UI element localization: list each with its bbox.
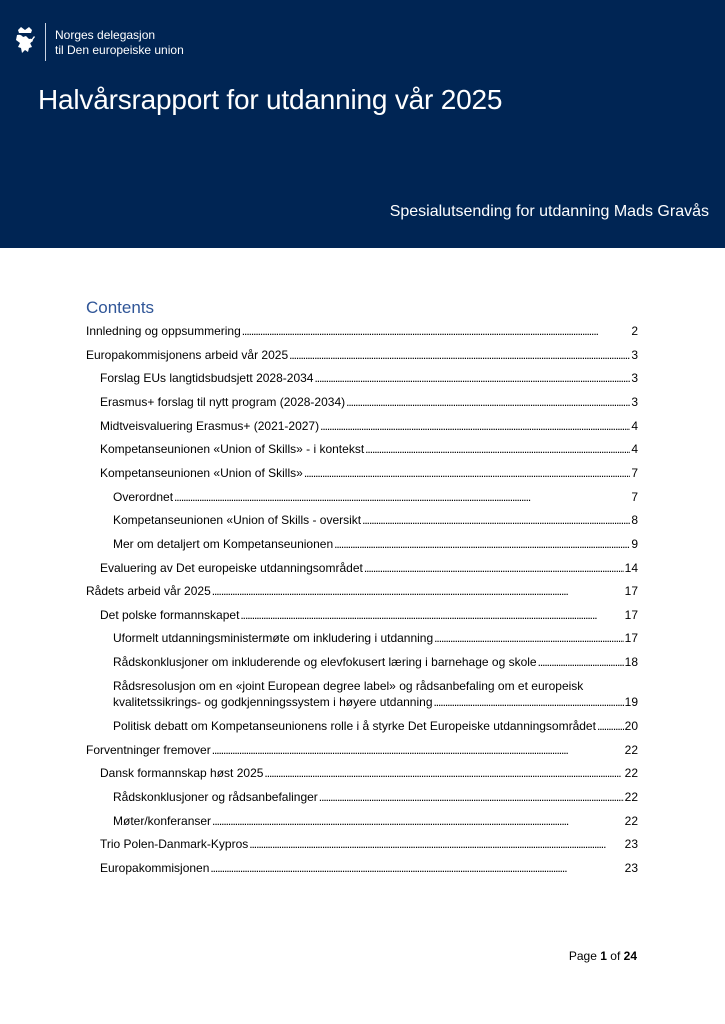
toc-entry-text: Rådskonklusjoner og rådsanbefalinger — [113, 789, 318, 804]
toc-leader-dots — [210, 860, 623, 876]
toc-leader-dots — [434, 630, 623, 646]
toc-entry[interactable] — [113, 678, 638, 710]
toc-entry-text: Rådets arbeid vår 2025 — [86, 584, 211, 599]
toc-leader-dots — [364, 560, 624, 576]
toc-entry-page: 17 — [624, 607, 638, 622]
toc-leader-dots — [334, 536, 630, 552]
page-current: 1 — [600, 949, 607, 963]
toc-heading: Contents — [86, 298, 155, 317]
toc-entry[interactable] — [100, 607, 638, 623]
toc-entry-text: Det polske formannskapet — [100, 607, 240, 622]
toc-entry[interactable] — [113, 489, 638, 505]
toc-entry-page: 17 — [624, 584, 638, 599]
toc-entry-text-line1: Rådsresolusjon om en «joint European degree label» og rådsanbefaling om et europeisk — [113, 678, 584, 693]
toc-entry-text: Kompetanseunionen «Union of Skills» — [100, 465, 303, 480]
toc-leader-dots — [319, 789, 624, 805]
toc-entry-text: Forventninger fremover — [86, 742, 211, 757]
toc-leader-dots — [538, 654, 624, 670]
toc-leader-dots — [212, 583, 624, 599]
toc-entry[interactable] — [113, 718, 638, 734]
toc-entry[interactable] — [100, 394, 638, 410]
norwegian-coat-of-arms-icon — [12, 26, 38, 58]
report-subtitle: Spesialutsending for utdanning Mads Gravås — [389, 203, 709, 220]
toc-entry[interactable] — [113, 630, 638, 646]
toc-entry-text: Kompetanseunionen «Union of Skills» - i kontekst — [100, 442, 365, 457]
toc-entry[interactable] — [86, 583, 638, 599]
toc-entry[interactable] — [113, 512, 638, 528]
toc-entry-page: 8 — [631, 513, 638, 528]
toc-entry-page: 17 — [624, 631, 638, 646]
toc-entry-text: Trio Polen-Danmark-Kypros — [100, 837, 249, 852]
toc-entry-page: 3 — [631, 394, 638, 409]
toc-entry-text: Innledning og oppsummering — [86, 324, 241, 338]
page-of-label: of — [610, 949, 621, 963]
toc-entry[interactable] — [100, 465, 638, 481]
toc-leader-dots — [362, 512, 630, 528]
org-name-line2: til Den europeiske union — [55, 43, 184, 57]
toc-entry-page: 20 — [624, 718, 638, 733]
toc-entry-page: 22 — [624, 742, 638, 757]
toc-entry-text: Rådskonklusjoner om inkluderende og elevfokusert læring i barnehage og skole — [113, 655, 537, 670]
toc-entry-text: Møter/konferanser — [113, 813, 212, 828]
toc-entry-page: 23 — [624, 837, 638, 852]
toc-entry-page: 19 — [624, 694, 638, 709]
toc-entry[interactable] — [113, 789, 638, 805]
page-number — [569, 949, 637, 963]
toc-entry[interactable] — [100, 765, 638, 781]
org-name-line1: Norges delegasjon — [55, 28, 156, 42]
toc-entry-text: Midtveisvaluering Erasmus+ (2021-2027) — [100, 418, 320, 433]
toc-leader-dots — [264, 765, 623, 781]
toc-leader-dots — [434, 694, 624, 710]
toc-entry-page: 18 — [624, 655, 638, 670]
toc-leader-dots — [242, 323, 631, 339]
toc-entry-page: 7 — [631, 465, 638, 480]
toc-entry-page: 22 — [624, 789, 638, 804]
toc-leader-dots — [249, 836, 623, 852]
toc-entry[interactable] — [100, 560, 638, 576]
toc-leader-dots — [304, 465, 631, 481]
toc-entry-text-line2: kvalitetssikrings- og godkjenningssystem i høyere utdanning — [113, 694, 433, 709]
toc-entry-page: 7 — [631, 489, 638, 504]
toc-entry-page: 2 — [631, 324, 638, 338]
toc-entry-page: 3 — [631, 347, 638, 362]
toc-entry-text: Erasmus+ forslag til nytt program (2028-2034) — [100, 394, 346, 409]
toc-entry-text: Mer om detaljert om Kompetanseunionen — [113, 536, 334, 551]
toc-entry-text: Politisk debatt om Kompetanseunionens rolle i å styrke Det Europeiske utdanningsområdet — [113, 718, 596, 733]
toc-entry[interactable] — [100, 370, 638, 386]
toc-entry-text: Kompetanseunionen «Union of Skills - oversikt — [113, 513, 362, 528]
toc-entry-page: 9 — [631, 536, 638, 551]
report-title: Halvårsrapport for utdanning vår 2025 — [38, 84, 503, 115]
toc-entry[interactable] — [100, 418, 638, 434]
toc-entry-text: Uformelt utdanningsministermøte om inkludering i utdanning — [113, 631, 434, 646]
toc-entry-page: 22 — [624, 813, 638, 828]
toc-entry-text: Dansk formannskap høst 2025 — [100, 766, 264, 781]
header-banner — [0, 0, 725, 248]
toc-entry[interactable] — [100, 441, 638, 457]
toc-leader-dots — [240, 607, 623, 623]
toc-leader-dots — [314, 370, 630, 386]
toc-entry-page: 23 — [624, 860, 638, 875]
toc-entry[interactable] — [113, 654, 638, 670]
toc-leader-dots — [174, 489, 630, 505]
toc-entry-text: Forslag EUs langtidsbudsjett 2028-2034 — [100, 371, 314, 386]
toc-entry-text: Europakommisjonens arbeid vår 2025 — [86, 347, 289, 362]
toc-entry-text: Evaluering av Det europeiske utdanningsområdet — [100, 560, 363, 575]
toc-entry-page: 3 — [631, 371, 638, 386]
toc-entry[interactable] — [86, 323, 638, 339]
toc-entry[interactable] — [113, 813, 638, 829]
toc-leader-dots — [289, 347, 630, 363]
toc-leader-dots — [365, 441, 630, 457]
toc-entry-text: Overordnet — [113, 489, 174, 504]
toc-leader-dots — [597, 718, 624, 734]
toc-entry[interactable] — [113, 536, 638, 552]
page-label: Page — [568, 949, 597, 963]
toc-entry-page: 14 — [624, 560, 638, 575]
toc-entry[interactable] — [100, 836, 638, 852]
toc-entry-page: 4 — [631, 442, 638, 457]
toc-leader-dots — [320, 418, 630, 434]
toc-entry[interactable] — [100, 860, 638, 876]
toc-entry-page: 4 — [631, 418, 638, 433]
logo-divider — [45, 23, 46, 61]
toc-leader-dots — [346, 394, 630, 410]
page-total: 24 — [623, 949, 637, 963]
toc-entry[interactable] — [86, 742, 638, 758]
toc-leader-dots — [212, 742, 624, 758]
toc-entry-text: Europakommisjonen — [100, 860, 210, 875]
toc-leader-dots — [212, 813, 624, 829]
toc-entry-page: 22 — [624, 766, 638, 781]
toc-entry[interactable] — [86, 347, 638, 363]
